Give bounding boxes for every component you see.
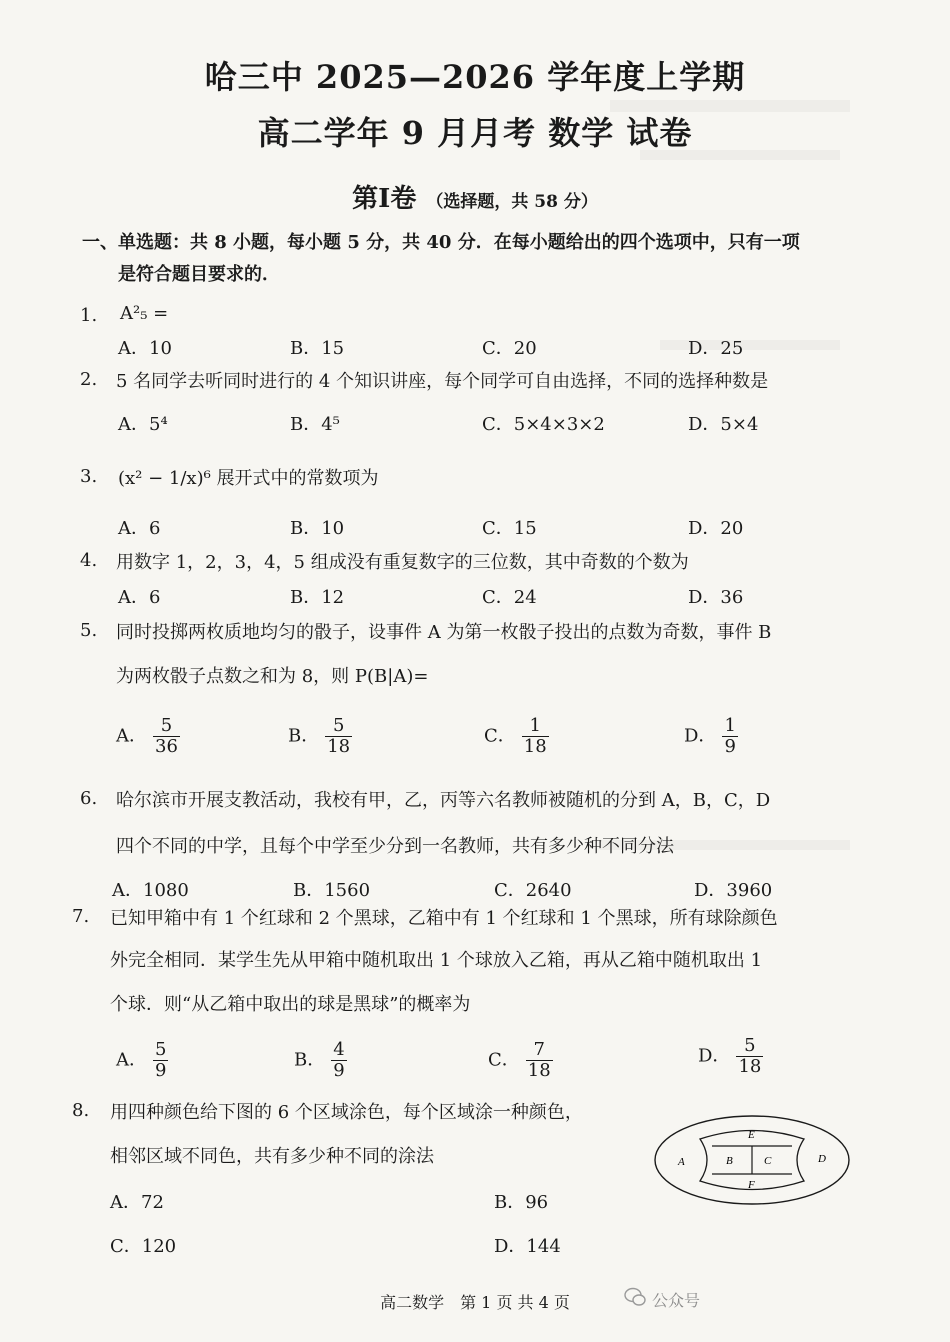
option-b: B． $\frac{4}{9}$	[294, 1039, 345, 1081]
option-b: B．10	[290, 518, 345, 539]
question-stem-line1: 用四种颜色给下图的 6 个区域涂色，每个区域涂一种颜色，	[110, 1102, 583, 1123]
question-stem: 用数字 1，2，3，4，5 组成没有重复数字的三位数，其中奇数的个数为	[116, 552, 689, 573]
option-a: A．10	[118, 338, 172, 359]
section-heading-line2: 是符合题目要求的．	[118, 264, 280, 285]
question-number: 4.	[80, 550, 98, 571]
region-label-a: A	[678, 1156, 685, 1168]
option-c: C．2640	[494, 880, 572, 901]
option-a: A．1080	[112, 880, 189, 901]
region-label-f: F	[748, 1179, 755, 1191]
section-heading-line1: 一、单选题：共 8 小题，每小题 5 分，共 40 分．在每小题给出的四个选项中，只有一项	[82, 232, 800, 253]
option-c: C． $\frac{1}{18}$	[484, 715, 547, 757]
watermark: 公众号	[652, 1291, 701, 1310]
option-d: D．20	[688, 518, 744, 539]
option-d: D．3960	[694, 880, 773, 901]
option-c: C．5×4×3×2	[482, 414, 605, 435]
question-number: 5.	[80, 620, 98, 641]
option-a: A．72	[110, 1192, 164, 1213]
question-number: 7.	[72, 906, 90, 927]
part-heading	[0, 178, 950, 215]
question-number: 3.	[80, 466, 98, 487]
question-stem-line2: 相邻区域不同色，共有多少种不同的涂法	[110, 1146, 434, 1167]
option-c: C．15	[482, 518, 537, 539]
part-note: （选择题，共 58 分）	[426, 192, 598, 212]
exam-title-line2: 高二学年 9 月月考 数学 试卷	[257, 114, 693, 152]
option-c: C．24	[482, 587, 537, 608]
question-stem-line3: 个球．则“从乙箱中取出的球是黑球”的概率为	[110, 994, 471, 1015]
binomial-expression: (x² − 1/x)⁶	[118, 468, 211, 489]
question-number: 6.	[80, 788, 98, 809]
wechat-icon	[624, 1287, 646, 1307]
page-footer: 高二数学 第 1 页 共 4 页	[380, 1293, 570, 1312]
option-d: D． $\frac{1}{9}$	[684, 715, 736, 757]
option-a: A．6	[118, 518, 161, 539]
option-b: B．4⁵	[290, 414, 340, 435]
question-number: 8.	[72, 1100, 90, 1121]
option-b: B．12	[290, 587, 345, 608]
option-d: D．144	[494, 1236, 561, 1257]
option-d: D．25	[688, 338, 744, 359]
option-b: B．96	[494, 1192, 549, 1213]
question-stem-line1: 哈尔滨市开展支教活动，我校有甲，乙，丙等六名教师被随机的分到 A，B，C，D	[116, 790, 771, 811]
region-label-d: D	[818, 1153, 826, 1165]
question-stem-line1: 同时投掷两枚质地均匀的骰子，设事件 A 为第一枚骰子投出的点数为奇数，事件 B	[116, 622, 772, 643]
option-b: B．1560	[293, 880, 371, 901]
exam-title-line1: 哈三中 2025—2026 学年度上学期	[204, 58, 746, 96]
part-name: 第Ⅰ卷	[352, 184, 417, 214]
option-a: A． $\frac{5}{9}$	[116, 1039, 167, 1081]
question-stem-line2: 为两枚骰子点数之和为 8，则 P(B|A)=	[116, 666, 429, 687]
coloring-region-figure	[652, 1112, 852, 1208]
option-c: C． $\frac{7}{18}$	[488, 1039, 551, 1081]
option-a: A．6	[118, 587, 161, 608]
question-number: 1.	[80, 305, 98, 326]
question-stem: 5 名同学去听同时进行的 4 个知识讲座，每个同学可自由选择，不同的选择种数是	[116, 371, 769, 392]
question-stem-line2: 外完全相同．某学生先从甲箱中随机取出 1 个球放入乙箱，再从乙箱中随机取出 1	[110, 950, 763, 971]
region-label-b: B	[726, 1155, 733, 1167]
region-label-e: E	[748, 1129, 755, 1141]
option-c: C．120	[110, 1236, 177, 1257]
question-number: 2.	[80, 369, 98, 390]
region-label-c: C	[764, 1155, 772, 1167]
option-d: D． $\frac{5}{18}$	[698, 1035, 762, 1077]
question-stem-tail: 展开式中的常数项为	[216, 468, 379, 489]
option-d: D．5×4	[688, 414, 759, 435]
question-stem-line1: 已知甲箱中有 1 个红球和 2 个黑球，乙箱中有 1 个红球和 1 个黑球，所有球除颜色	[110, 908, 778, 929]
question-stem: A²₅ =	[120, 303, 169, 324]
option-c: C．20	[482, 338, 537, 359]
question-stem	[118, 464, 379, 490]
option-b: B．15	[290, 338, 345, 359]
option-b: B． $\frac{5}{18}$	[288, 715, 351, 757]
option-a: A． $\frac{5}{36}$	[116, 715, 178, 757]
option-d: D．36	[688, 587, 744, 608]
option-a: A．5⁴	[118, 414, 168, 435]
question-stem-line2: 四个不同的中学，且每个中学至少分到一名教师，共有多少种不同分法	[116, 836, 674, 857]
